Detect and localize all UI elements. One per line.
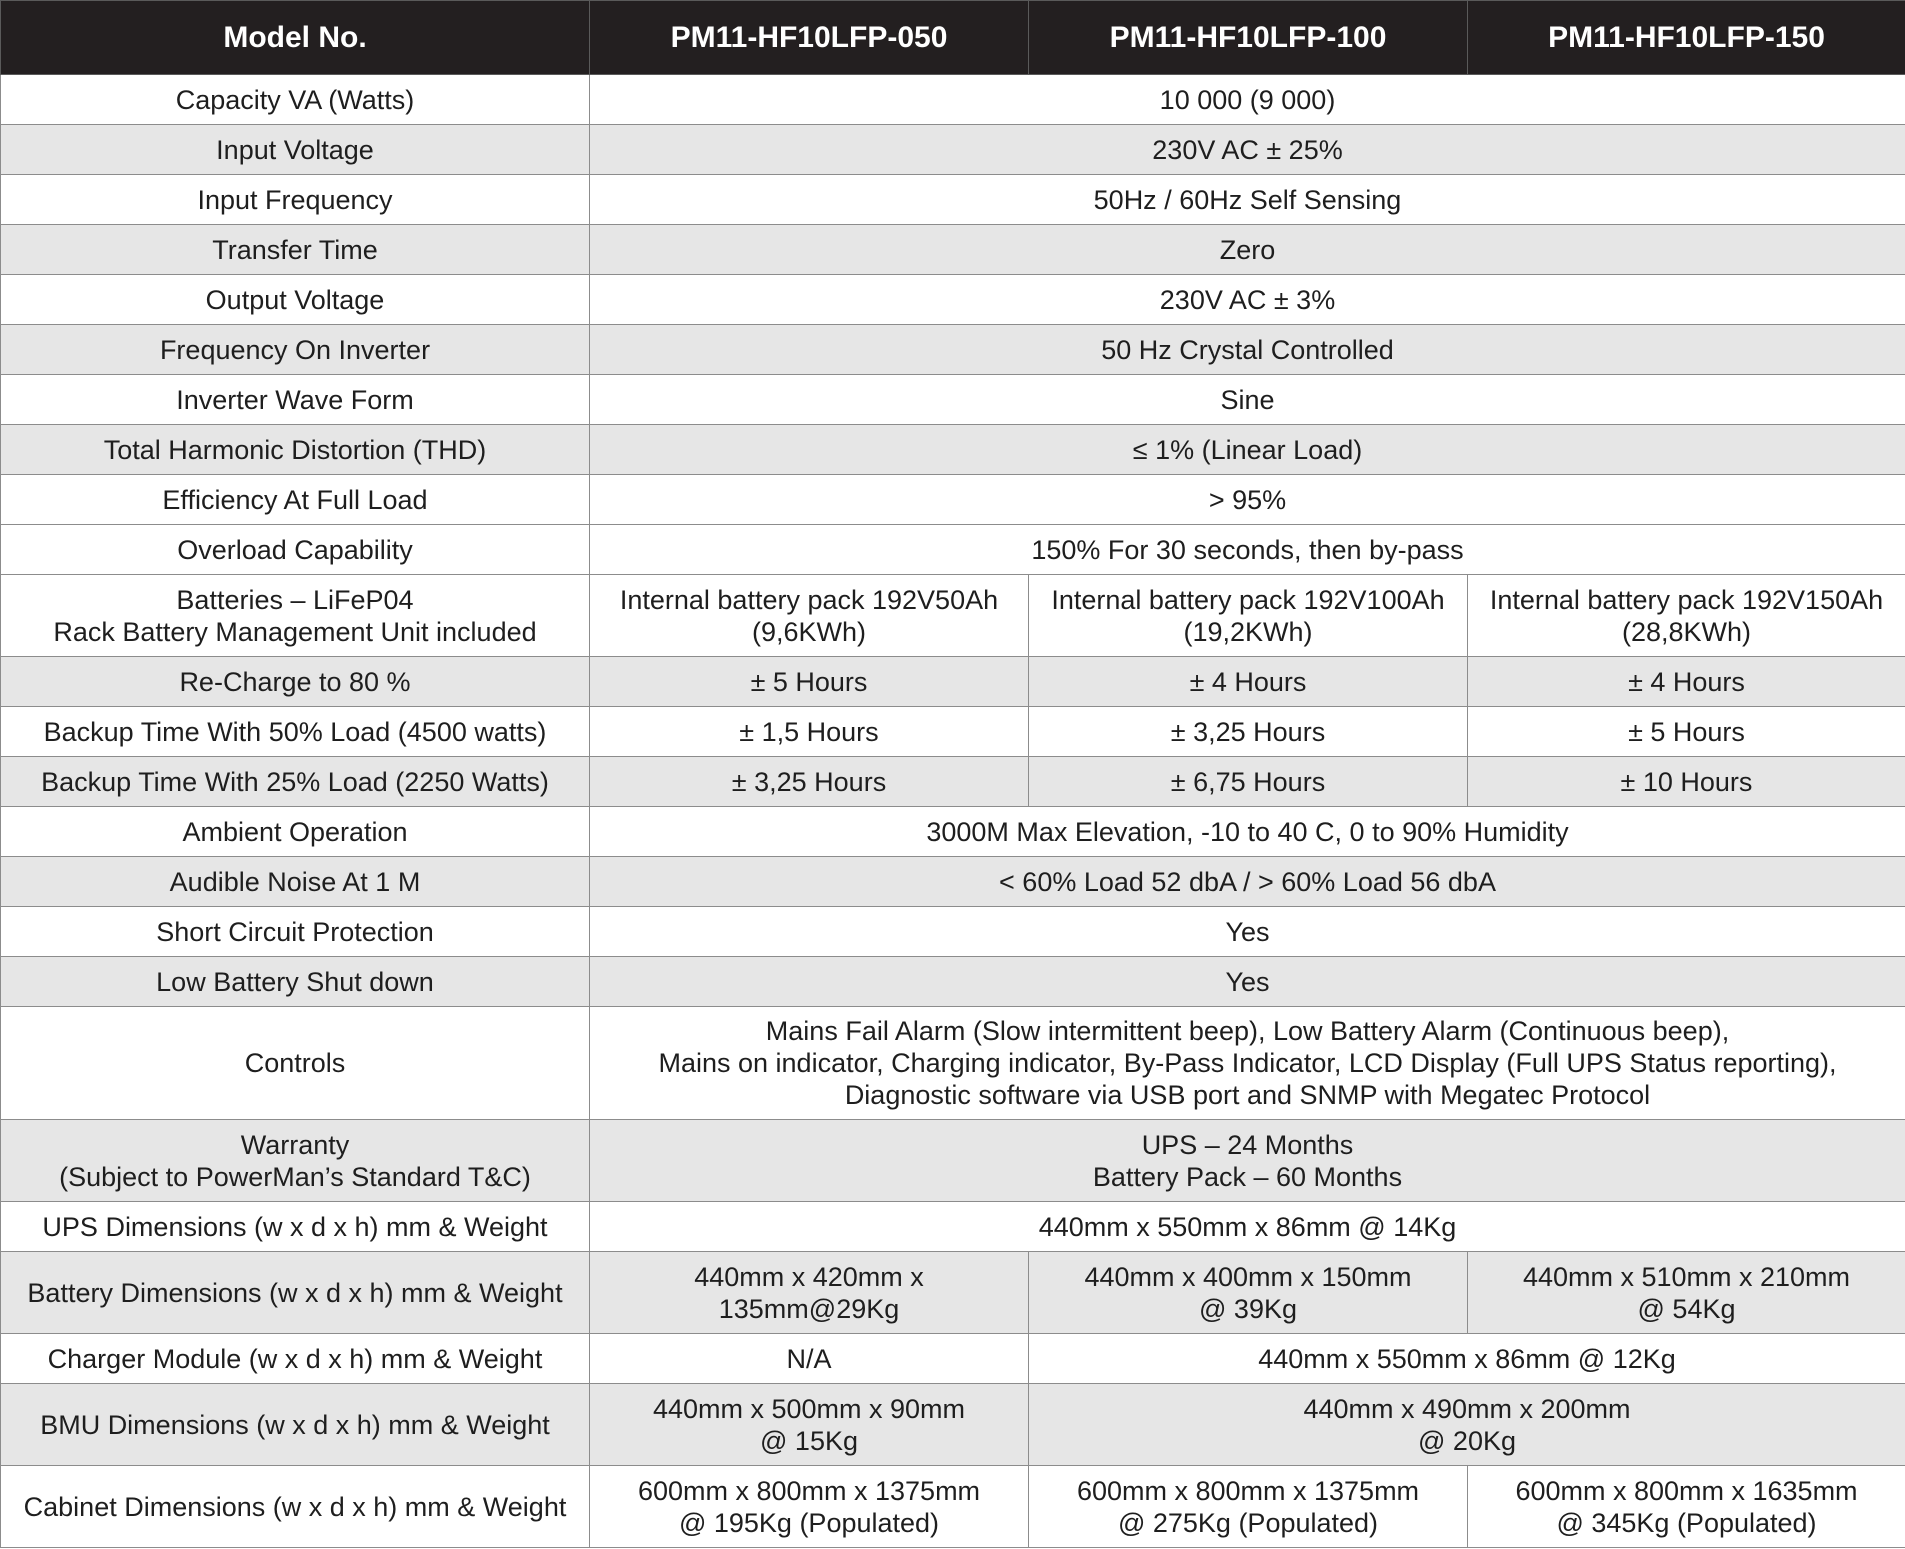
table-row-input-frequency [1,175,1905,225]
transfer-time-label: Transfer Time [1,225,590,275]
table-row-low-battery [1,957,1905,1007]
input-frequency-value: 50Hz / 60Hz Self Sensing [590,175,1905,225]
ambient-value: 3000M Max Elevation, -10 to 40 C, 0 to 90% Humidity [590,807,1905,857]
table-row-ambient [1,807,1905,857]
thd-value: ≤ 1% (Linear Load) [590,425,1905,475]
capacity-value: 10 000 (9 000) [590,75,1905,125]
table-row-cabinet-dimensions [1,1466,1905,1548]
table-row-short-circuit [1,907,1905,957]
low-battery-value: Yes [590,957,1905,1007]
table-row-thd [1,425,1905,475]
battery-dimensions-value-050: 440mm x 420mm x 135mm@29Kg [590,1252,1029,1334]
batteries-value-050: Internal battery pack 192V50Ah (9,6KWh) [590,575,1029,657]
cabinet-dimensions-label: Cabinet Dimensions (w x d x h) mm & Weight [1,1466,590,1548]
thd-label: Total Harmonic Distortion (THD) [1,425,590,475]
input-frequency-label: Input Frequency [1,175,590,225]
ups-dimensions-label: UPS Dimensions (w x d x h) mm & Weight [1,1202,590,1252]
frequency-inverter-label: Frequency On Inverter [1,325,590,375]
table-row-wave-form [1,375,1905,425]
table-row-backup-50 [1,707,1905,757]
table-row-charger-module [1,1334,1905,1384]
table-row-controls [1,1007,1905,1120]
warranty-label: Warranty (Subject to PowerMan’s Standard T&C) [1,1120,590,1202]
table-row-ups-dimensions [1,1202,1905,1252]
output-voltage-value: 230V AC ± 3% [590,275,1905,325]
overload-label: Overload Capability [1,525,590,575]
batteries-value-150: Internal battery pack 192V150Ah (28,8KWh) [1468,575,1905,657]
table-row-batteries [1,575,1905,657]
table-row-input-voltage [1,125,1905,175]
table-row-transfer-time [1,225,1905,275]
cabinet-dimensions-value-100: 600mm x 800mm x 1375mm @ 275Kg (Populated) [1029,1466,1468,1548]
controls-label: Controls [1,1007,590,1120]
cabinet-dimensions-value-050: 600mm x 800mm x 1375mm @ 195Kg (Populated) [590,1466,1029,1548]
recharge-value-050: ± 5 Hours [590,657,1029,707]
frequency-inverter-value: 50 Hz Crystal Controlled [590,325,1905,375]
batteries-value-100: Internal battery pack 192V100Ah (19,2KWh) [1029,575,1468,657]
ups-dimensions-value: 440mm x 550mm x 86mm @ 14Kg [590,1202,1905,1252]
table-row-warranty [1,1120,1905,1202]
battery-dimensions-value-150: 440mm x 510mm x 210mm @ 54Kg [1468,1252,1905,1334]
model-no-header: Model No. [1,1,590,75]
table-row-efficiency [1,475,1905,525]
table-row-battery-dimensions [1,1252,1905,1334]
model-100-header: PM11-HF10LFP-100 [1029,1,1468,75]
battery-dimensions-value-100: 440mm x 400mm x 150mm @ 39Kg [1029,1252,1468,1334]
table-row-output-voltage [1,275,1905,325]
model-050-header: PM11-HF10LFP-050 [590,1,1029,75]
efficiency-label: Efficiency At Full Load [1,475,590,525]
table-row-backup-25 [1,757,1905,807]
short-circuit-label: Short Circuit Protection [1,907,590,957]
short-circuit-value: Yes [590,907,1905,957]
charger-module-value-050: N/A [590,1334,1029,1384]
controls-value: Mains Fail Alarm (Slow intermittent beep), Low Battery Alarm (Continuous beep), Mains on indicator, Charging indicator, By-Pass Indicator, LCD Display (Full UPS Status reporting), Diagnostic software via USB port and SNMP with Megatec Protocol [590,1007,1905,1120]
recharge-label: Re-Charge to 80 % [1,657,590,707]
bmu-dimensions-label: BMU Dimensions (w x d x h) mm & Weight [1,1384,590,1466]
backup-50-label: Backup Time With 50% Load (4500 watts) [1,707,590,757]
recharge-value-150: ± 4 Hours [1468,657,1905,707]
table-row-overload [1,525,1905,575]
backup-50-value-150: ± 5 Hours [1468,707,1905,757]
input-voltage-label: Input Voltage [1,125,590,175]
efficiency-value: > 95% [590,475,1905,525]
bmu-dimensions-value-050: 440mm x 500mm x 90mm @ 15Kg [590,1384,1029,1466]
batteries-label: Batteries – LiFeP04 Rack Battery Management Unit included [1,575,590,657]
table-row-noise [1,857,1905,907]
low-battery-label: Low Battery Shut down [1,957,590,1007]
table-row-bmu-dimensions [1,1384,1905,1466]
battery-dimensions-label: Battery Dimensions (w x d x h) mm & Weight [1,1252,590,1334]
model-150-header: PM11-HF10LFP-150 [1468,1,1905,75]
backup-25-value-050: ± 3,25 Hours [590,757,1029,807]
input-voltage-value: 230V AC ± 25% [590,125,1905,175]
recharge-value-100: ± 4 Hours [1029,657,1468,707]
backup-25-label: Backup Time With 25% Load (2250 Watts) [1,757,590,807]
noise-label: Audible Noise At 1 M [1,857,590,907]
table-row-frequency-inverter [1,325,1905,375]
table-row-capacity [1,75,1905,125]
wave-form-label: Inverter Wave Form [1,375,590,425]
cabinet-dimensions-value-150: 600mm x 800mm x 1635mm @ 345Kg (Populated) [1468,1466,1905,1548]
header-row [1,1,1905,75]
transfer-time-value: Zero [590,225,1905,275]
ambient-label: Ambient Operation [1,807,590,857]
backup-25-value-100: ± 6,75 Hours [1029,757,1468,807]
backup-50-value-050: ± 1,5 Hours [590,707,1029,757]
warranty-value: UPS – 24 Months Battery Pack – 60 Months [590,1120,1905,1202]
noise-value: < 60% Load 52 dbA / > 60% Load 56 dbA [590,857,1905,907]
wave-form-value: Sine [590,375,1905,425]
capacity-label: Capacity VA (Watts) [1,75,590,125]
overload-value: 150% For 30 seconds, then by-pass [590,525,1905,575]
charger-module-label: Charger Module (w x d x h) mm & Weight [1,1334,590,1384]
output-voltage-label: Output Voltage [1,275,590,325]
backup-25-value-150: ± 10 Hours [1468,757,1905,807]
charger-module-value-100-150: 440mm x 550mm x 86mm @ 12Kg [1029,1334,1905,1384]
bmu-dimensions-value-100-150: 440mm x 490mm x 200mm @ 20Kg [1029,1384,1905,1466]
backup-50-value-100: ± 3,25 Hours [1029,707,1468,757]
table-row-recharge [1,657,1905,707]
